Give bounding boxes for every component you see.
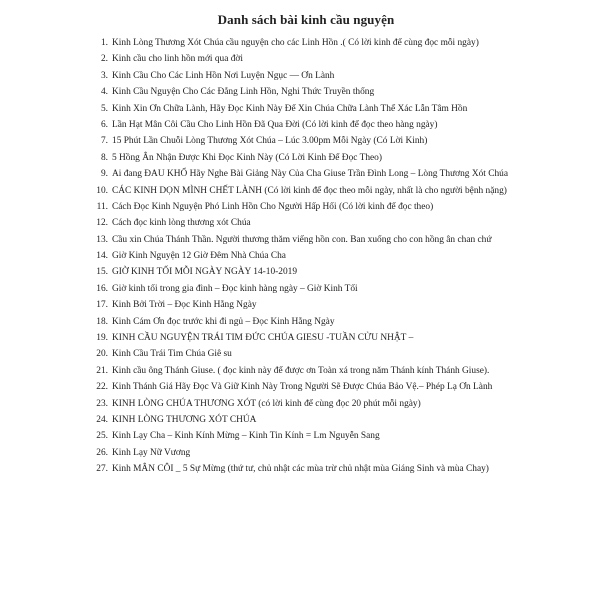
prayer-link[interactable]: Ai đang ĐAU KHỔ Hãy Nghe Bài Giảng Này Của Cha Giuse Trần Đình Long – Lòng Thương Xót Chúa [112,169,509,180]
list-item-number: 9. [100,169,108,180]
list-item-number: 18. [96,316,108,327]
list-item[interactable] [96,365,572,378]
prayer-link[interactable]: Kinh Cầu Trái Tim Chúa Giê su [112,349,232,360]
prayer-link[interactable]: 15 Phút Lần Chuỗi Lòng Thương Xót Chúa – Lúc 3.00pm Mỗi Ngày (Có Lời Kinh) [112,136,428,147]
prayer-link[interactable]: Kinh Cầu Nguyện Cho Các Đẳng Linh Hồn, Nghi Thức Truyền thống [112,87,375,98]
prayer-link[interactable]: KINH LÒNG CHÚA THƯƠNG XÓT (có lời kinh để cùng đọc 20 phút mỗi ngày) [112,398,421,409]
list-item[interactable] [100,103,572,116]
list-item-number: 17. [96,300,108,311]
list-item-number: 14. [96,251,108,262]
list-item[interactable] [96,348,572,361]
list-item-number: 10. [96,185,108,196]
list-item-number: 22. [96,382,108,393]
prayer-link[interactable]: Giờ Kinh Nguyện 12 Giờ Đêm Nhà Chúa Cha [112,251,286,262]
list-item-number: 7. [100,136,108,147]
prayer-list [96,37,572,476]
prayer-link[interactable]: GIỜ KINH TỐI MỖI NGÀY NGÀY 14-10-2019 [112,267,298,278]
list-item[interactable] [96,414,572,427]
list-item-number: 21. [96,365,108,376]
list-item-number: 12. [96,218,108,229]
list-item-number: 3. [100,70,108,81]
list-item[interactable] [96,217,572,230]
prayer-link[interactable]: KINH LÒNG THƯƠNG XÓT CHÚA [112,414,257,425]
prayer-link[interactable]: Kinh Cầu Cho Các Linh Hồn Nơi Luyện Ngục — Ơn Lành [112,70,335,81]
list-item[interactable] [96,283,572,296]
prayer-link[interactable]: Kinh Bởi Trời – Đọc Kinh Hằng Ngày [112,300,257,311]
list-item-number: 24. [96,414,108,425]
list-item[interactable] [96,463,572,476]
prayer-link[interactable]: Cầu xin Chúa Thánh Thần. Người thương thăm viếng hồn con. Ban xuống cho con hồng ân chan chứ [112,234,492,245]
list-item[interactable] [100,152,572,165]
prayer-link[interactable]: Kinh cầu cho linh hồn mới qua đời [112,54,243,65]
list-item[interactable] [100,86,572,99]
prayer-link[interactable]: Kinh cầu ông Thánh Giuse. ( đọc kinh này để được ơn Toàn xá trong năm Thánh kính Thánh Giuse). [112,365,490,376]
list-item-number: 26. [96,447,108,458]
list-item[interactable] [100,168,572,181]
list-item[interactable] [100,70,572,83]
list-item[interactable] [96,299,572,312]
prayer-link[interactable]: Cách Đọc Kinh Nguyện Phó Linh Hồn Cho Người Hấp Hối (Có lời kinh để đọc theo) [112,201,434,212]
list-item[interactable] [96,185,572,198]
list-item[interactable] [100,37,572,50]
list-item[interactable] [96,381,572,394]
prayer-link[interactable]: Giờ kinh tối trong gia đình – Đọc kinh hàng ngày – Giờ Kinh Tối [112,283,358,294]
prayer-link[interactable]: CÁC KINH DỌN MÌNH CHẾT LÀNH (Có lời kinh để đọc theo mỗi ngày, nhất là cho người bệnh nặng) [112,185,507,196]
list-item-number: 20. [96,349,108,360]
list-item-number: 2. [100,54,108,65]
list-item-number: 5. [100,103,108,114]
prayer-link[interactable]: Lần Hạt Mân Côi Cầu Cho Linh Hồn Đã Qua Đời (Có lời kinh để đọc theo hàng ngày) [112,119,438,130]
list-item[interactable] [96,447,572,460]
list-item[interactable] [96,250,572,263]
list-item-number: 25. [96,431,108,442]
list-item-number: 6. [100,119,108,130]
prayer-link[interactable]: Cách đọc kinh lòng thương xót Chúa [112,218,251,229]
prayer-link[interactable]: Kinh Lạy Cha – Kinh Kính Mừng – Kinh Tin Kính = Lm Nguyễn Sang [112,431,380,442]
list-item-number: 11. [96,201,108,212]
list-item-number: 13. [96,234,108,245]
page-title: Danh sách bài kinh cầu nguyện [217,12,395,27]
list-item[interactable] [96,430,572,443]
list-item-number: 19. [96,333,108,344]
list-item[interactable] [96,332,572,345]
prayer-link[interactable]: Kinh Thánh Giá Hãy Đọc Và Giữ Kinh Này Trong Người Sẽ Được Chúa Bảo Vệ.– Phép Lạ Ơn Lành [112,382,493,393]
list-item[interactable] [96,234,572,247]
list-item[interactable] [100,135,572,148]
list-item-number: 4. [100,87,108,98]
list-item[interactable] [96,398,572,411]
prayer-link[interactable]: Kinh Lòng Thương Xót Chúa cầu nguyện cho các Linh Hồn .( Có lời kinh để cùng đọc mỗi ngày) [112,38,479,48]
list-item[interactable] [96,266,572,279]
prayer-link[interactable]: Kinh Xin Ơn Chữa Lành, Hãy Đọc Kinh Này Để Xin Chúa Chữa Lành Thể Xác Lẫn Tâm Hồn [112,103,468,114]
list-item-number: 8. [100,152,108,163]
list-item[interactable] [96,316,572,329]
list-item-number: 1. [100,38,108,48]
prayer-link[interactable]: KINH CẦU NGUYỆN TRÁI TIM ĐỨC CHÚA GIESU -TUẦN CỬU NHẬT – [112,333,414,344]
list-item-number: 27. [96,464,108,475]
prayer-link[interactable]: Kinh MÂN CÔI _ 5 Sự Mừng (thứ tư, chủ nhật các mùa trừ chủ nhật mùa Giáng Sinh và mùa Chay) [112,464,489,475]
list-item[interactable] [100,53,572,66]
prayer-link[interactable]: Kinh Lạy Nữ Vương [112,447,191,458]
list-item-number: 15. [96,267,108,278]
list-item-number: 16. [96,283,108,294]
list-item[interactable] [96,201,572,214]
prayer-link[interactable]: Kinh Cám Ơn đọc trước khi đi ngủ – Đọc Kinh Hằng Ngày [112,316,335,327]
prayer-link[interactable]: 5 Hồng Ân Nhận Được Khi Đọc Kinh Này (Có Lời Kinh Để Đọc Theo) [112,152,382,163]
list-item-number: 23. [96,398,108,409]
list-item[interactable] [100,119,572,132]
